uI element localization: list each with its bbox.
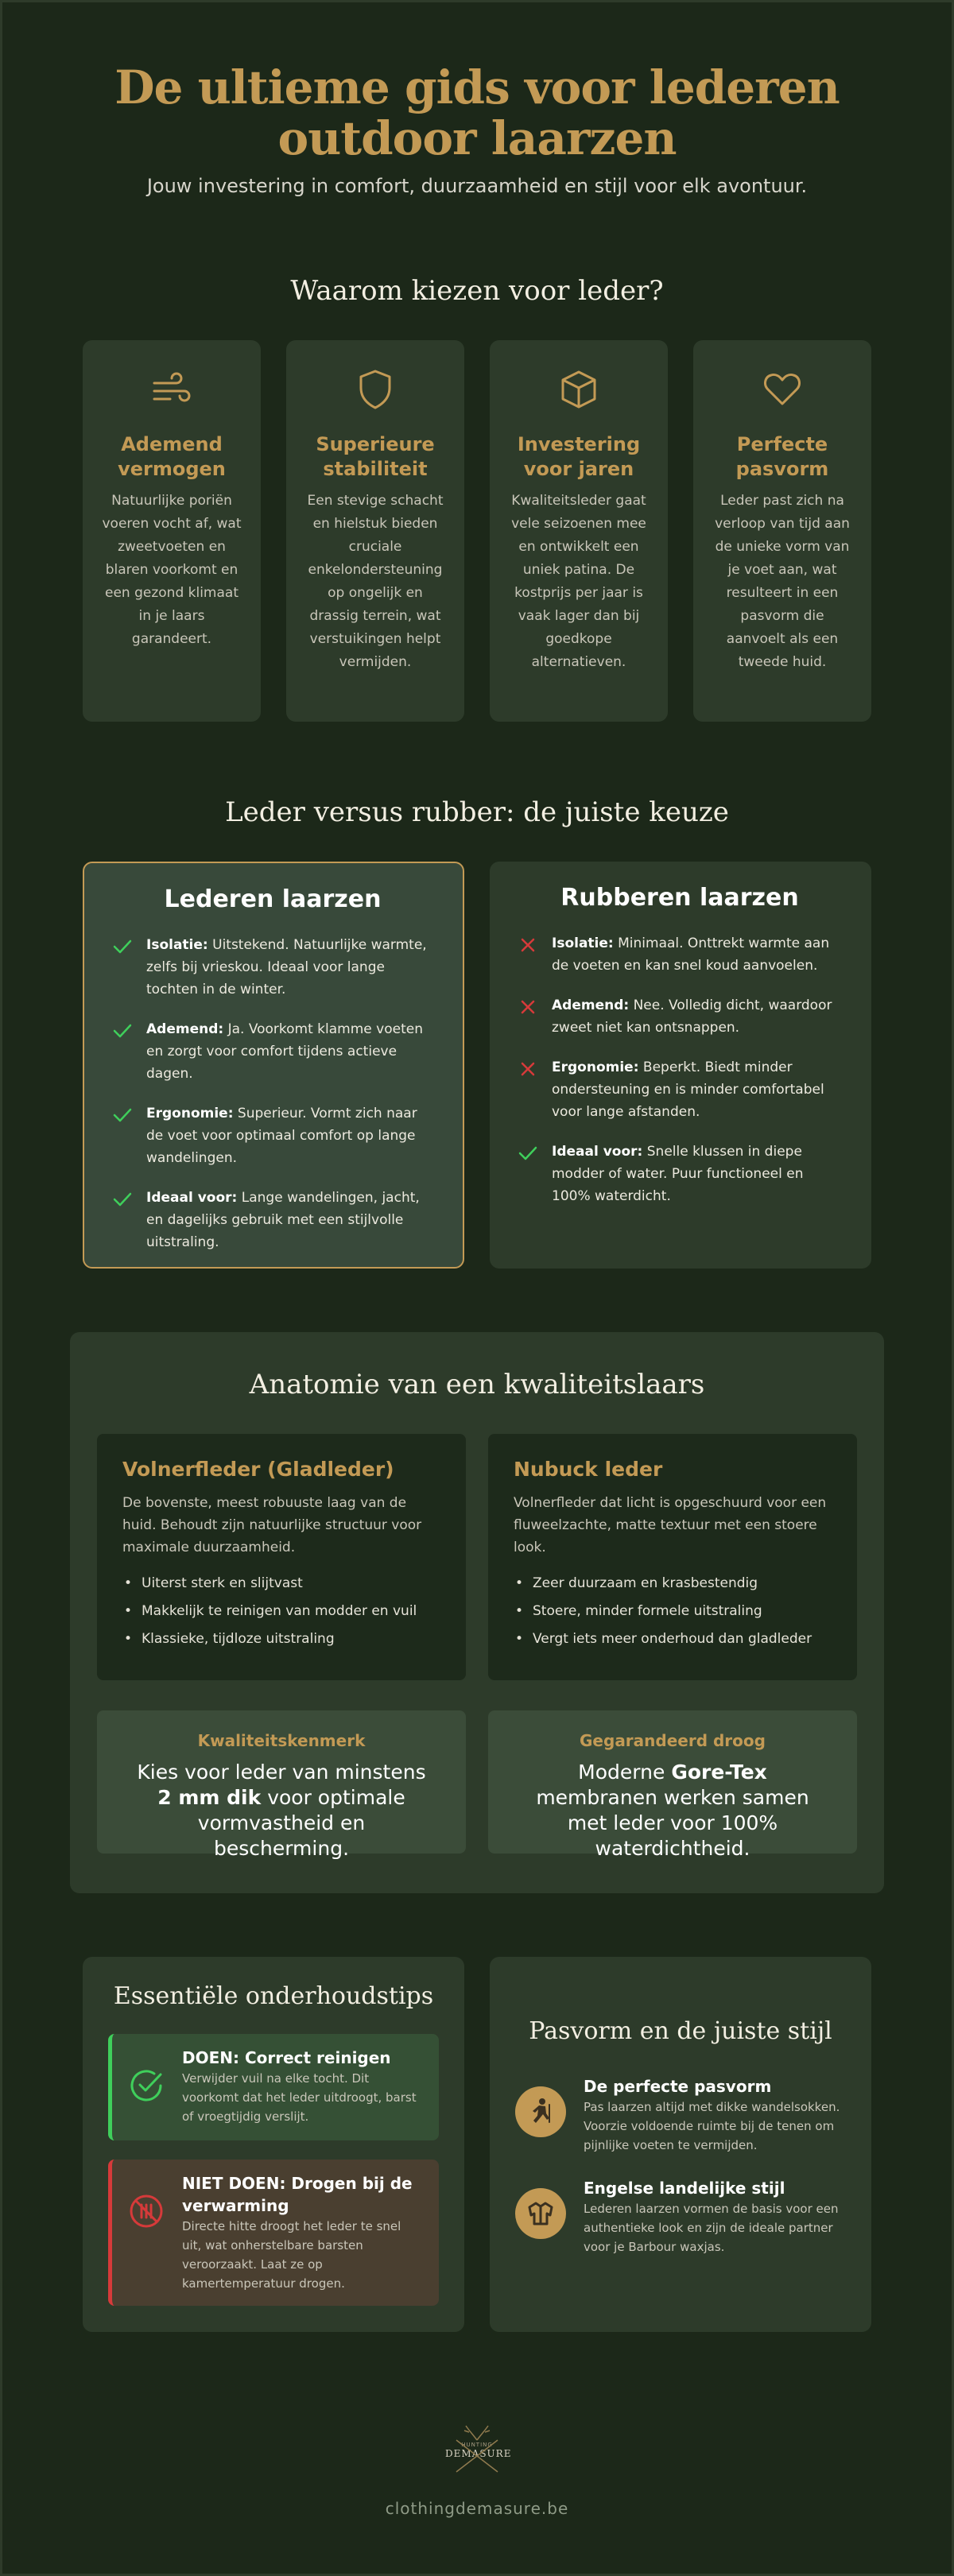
heater-forbidden-icon <box>128 2193 165 2229</box>
list-item: • Stoere, minder formele uitstraling <box>514 1598 832 1625</box>
why-card-text: Leder past zich na verloop van tijd aan de unieke vorm van je voet aan, wat resulteert in een pasvorm die aanvoelt als een tweede huid. <box>715 493 850 670</box>
list-item <box>517 1141 843 1207</box>
quality-mark-card <box>97 1710 466 1860</box>
item-label: Ademend: <box>146 1021 224 1037</box>
item-label: Ideaal voor: <box>552 1144 643 1160</box>
hiker-icon <box>515 2086 566 2137</box>
item-label: Ergonomie: <box>552 1059 639 1075</box>
title-line-1: De ultieme gids voor lederen <box>114 60 840 114</box>
quality-mark-value: Kies voor leder van minstens 2 mm dik voor optimale vormvastheid en bescherming. <box>137 1761 426 1860</box>
why-card-text: Kwaliteitsleder gaat vele seizoenen mee en ontwikkelt een uniek patina. De kostprijs per jaar is vaak lager dan bij goedkope alternatieven. <box>511 493 646 670</box>
why-cards <box>83 340 871 722</box>
leather-boots-card <box>83 862 464 1269</box>
nubuck-text: Volnerfleder dat licht is opgeschuurd voor een fluweelzachte, matte textuur met een stoere look. <box>514 1495 827 1555</box>
cross-icon <box>517 1058 539 1080</box>
list-item <box>111 1187 434 1253</box>
do-tip <box>108 2034 439 2140</box>
leather-types <box>97 1434 857 1680</box>
list-item: • Zeer duurzaam en krasbestendig <box>514 1570 832 1598</box>
dont-tip-text: Directe hitte droogt het leder te snel uit, wat onherstelbare barsten veroorzaakt. Laat ze op kamertemperatuur drogen. <box>182 2219 401 2291</box>
dont-tip <box>108 2160 439 2306</box>
heart-icon <box>760 367 805 412</box>
item-text: Ja. Voorkomt klamme voeten en zorgt voor comfort tijdens actieve dagen. <box>146 1021 423 1082</box>
list-item <box>517 994 843 1039</box>
full-grain-list <box>122 1570 440 1653</box>
antlers-icon <box>445 2423 512 2478</box>
brand-logo <box>445 2423 512 2478</box>
versus-heading: Leder versus rubber: de juiste keuze <box>225 796 729 828</box>
nubuck-card <box>488 1434 857 1680</box>
care-tips-card <box>83 1957 464 2332</box>
list-item: • Vergt iets meer onderhoud dan gladleder <box>514 1625 832 1653</box>
care-heading: Essentiële onderhoudstips <box>113 1982 434 2010</box>
check-circle-icon <box>128 2067 165 2104</box>
item-text: Nee. Volledig dicht, waardoor zweet niet kan ontsnappen. <box>552 997 832 1036</box>
bottom-section <box>83 1957 871 2332</box>
item-label: Isolatie: <box>146 937 208 953</box>
anatomy-heading: Anatomie van een kwaliteitslaars <box>249 1369 705 1400</box>
page-title <box>0 62 954 164</box>
box-icon <box>556 367 601 412</box>
rubber-boots-title: Rubberen laarzen <box>560 884 799 912</box>
why-card-title: Superieure stabiliteit <box>316 433 435 480</box>
wind-icon <box>149 367 194 412</box>
cross-icon <box>517 996 539 1018</box>
item-text: Lange wandelingen, jacht, en dagelijks gebruik met een stijlvolle uitstraling. <box>146 1190 420 1250</box>
list-item: • Makkelijk te reinigen van modder en vuil <box>122 1598 440 1625</box>
item-text: Superieur. Vormt zich naar de voet voor optimaal comfort op lange wandelingen. <box>146 1106 417 1166</box>
title-line-2: outdoor laarzen <box>277 111 677 165</box>
why-heading: Waarom kiezen voor leder? <box>290 275 664 307</box>
list-item <box>517 932 843 977</box>
do-tip-title: DOEN: Correct reinigen <box>182 2048 391 2067</box>
list-item: • Uiterst sterk en slijtvast <box>122 1570 440 1598</box>
check-icon <box>111 1104 134 1126</box>
logo-line-2: DEMASURE <box>445 2448 512 2459</box>
why-card-text: Een stevige schacht en hielstuk bieden cruciale enkelondersteuning op ongelijk en drassig terrein, wat verstuikingen helpt vermijden. <box>307 493 444 670</box>
list-item <box>515 2177 846 2256</box>
item-label: Ergonomie: <box>146 1106 234 1121</box>
nubuck-title: Nubuck leder <box>514 1458 663 1481</box>
do-tip-text: Verwijder vuil na elke tocht. Dit voorkomt dat het leder uitdroogt, barst of vroegtijdig verslijt. <box>182 2071 417 2124</box>
why-card-stability <box>286 340 464 722</box>
why-card-title: Investering voor jaren <box>517 433 641 480</box>
list-item <box>111 1018 434 1085</box>
item-text: Snelle klussen in diepe modder of water. Puur functioneel en 100% waterdicht. <box>552 1144 804 1204</box>
full-grain-card <box>97 1434 466 1680</box>
list-item <box>111 1102 434 1169</box>
page-header <box>0 62 954 197</box>
item-text: Beperkt. Biedt minder ondersteuning en is minder comfortabel voor lange afstanden. <box>552 1059 824 1120</box>
list-item <box>111 934 434 1001</box>
why-card-title: Ademend vermogen <box>118 433 226 480</box>
list-item <box>515 2075 846 2155</box>
guaranteed-dry-value: Moderne Gore-Tex membranen werken samen met leder voor 100% waterdichtheid. <box>536 1761 809 1860</box>
check-icon <box>111 1020 134 1042</box>
page-subtitle: Jouw investering in comfort, duurzaamheid en stijl voor elk avontuur. <box>146 175 808 197</box>
quality-mark-label: Kwaliteitskenmerk <box>197 1731 366 1750</box>
list-item: • Klassieke, tijdloze uitstraling <box>122 1625 440 1653</box>
item-label: Isolatie: <box>552 935 614 951</box>
guaranteed-dry-card <box>488 1710 857 1860</box>
guaranteed-dry-label: Gegarandeerd droog <box>580 1731 766 1750</box>
fit-item-title: De perfecte pasvorm <box>584 2077 772 2096</box>
check-icon <box>111 1188 134 1211</box>
shield-icon <box>353 367 398 412</box>
fit-style-card <box>490 1957 871 2332</box>
quality-stats <box>97 1710 857 1860</box>
fit-heading: Pasvorm en de juiste stijl <box>529 2017 832 2045</box>
anatomy-section <box>70 1332 884 1893</box>
fit-item-title: Engelse landelijke stijl <box>584 2179 785 2198</box>
versus-comparison <box>83 862 871 1269</box>
jacket-icon <box>515 2188 566 2239</box>
item-text: Minimaal. Onttrekt warmte aan de voeten en kan snel koud aanvoelen. <box>552 935 830 974</box>
why-card-fit <box>693 340 871 722</box>
check-icon <box>517 1142 539 1164</box>
fit-item-text: Lederen laarzen vormen de basis voor een authentieke look en zijn de ideale partner voor je Barbour waxjas. <box>584 2202 839 2254</box>
fit-item-text: Pas laarzen altijd met dikke wandelsokken. Voorzie voldoende ruimte bij de tenen om pijnlijke voeten te vermijden. <box>584 2100 840 2152</box>
item-text: Uitstekend. Natuurlijke warmte, zelfs bij vrieskou. Ideaal voor lange tochten in de winter. <box>146 937 427 997</box>
why-card-breathable <box>83 340 261 722</box>
check-icon <box>111 935 134 958</box>
why-card-title: Perfecte pasvorm <box>735 433 829 480</box>
cross-icon <box>517 934 539 956</box>
item-label: Ademend: <box>552 997 630 1013</box>
leather-boots-title: Lederen laarzen <box>164 885 382 913</box>
why-card-investment <box>490 340 668 722</box>
dont-tip-title: NIET DOEN: Drogen bij de verwarming <box>182 2174 413 2215</box>
footer-url[interactable]: clothingdemasure.be <box>385 2499 569 2518</box>
item-label: Ideaal voor: <box>146 1190 238 1206</box>
why-card-text: Natuurlijke poriën voeren vocht af, wat zweetvoeten en blaren voorkomt en een gezond klimaat in je laars garandeert. <box>102 493 242 647</box>
list-item <box>517 1056 843 1123</box>
full-grain-text: De bovenste, meest robuuste laag van de huid. Behoudt zijn natuurlijke structuur voor maximale duurzaamheid. <box>122 1495 422 1555</box>
full-grain-title: Volnerfleder (Gladleder) <box>122 1458 394 1481</box>
rubber-boots-card <box>490 862 871 1269</box>
logo-line-1: HUNTING <box>461 2442 493 2448</box>
nubuck-list <box>514 1570 832 1653</box>
